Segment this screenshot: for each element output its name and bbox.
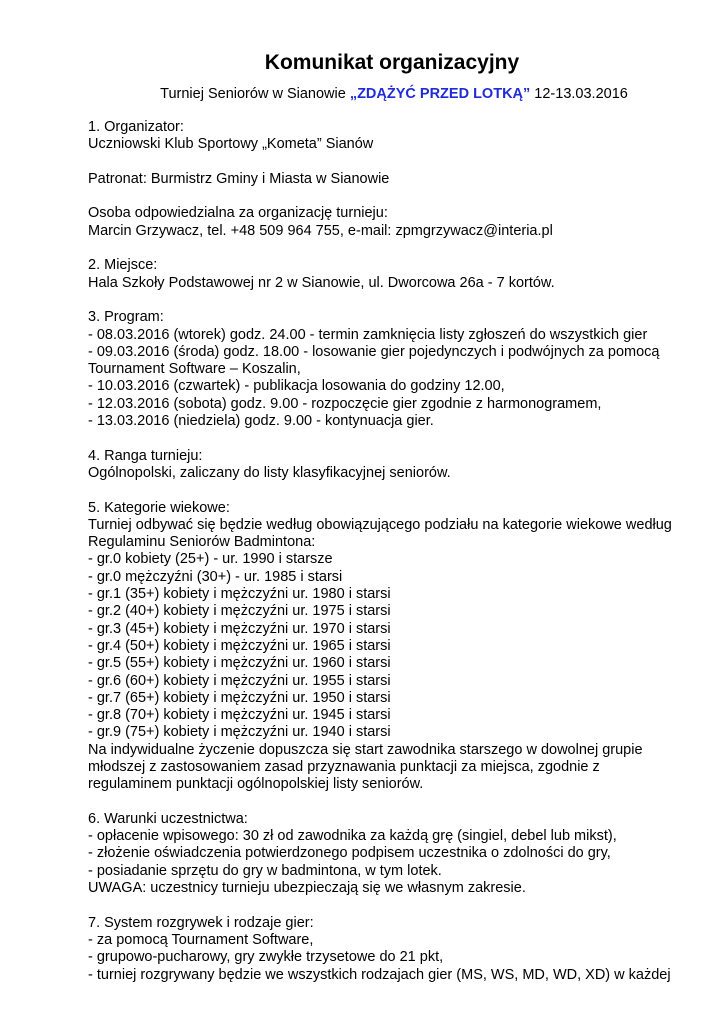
text-line: - 09.03.2016 (środa) godz. 18.00 - losowanie gier pojedynczych i podwójnych za pomocą	[88, 343, 660, 360]
section-block	[88, 171, 688, 188]
text-line: 4. Ranga turnieju:	[88, 447, 203, 464]
section-block	[88, 448, 688, 483]
section-block	[88, 205, 688, 240]
section-block	[88, 309, 688, 430]
text-line: - gr.7 (65+) kobiety i mężczyźni ur. 1950 i starsi	[88, 689, 391, 706]
text-line: Uczniowski Klub Sportowy „Kometa” Sianów	[88, 136, 374, 153]
text-line: - 08.03.2016 (wtorek) godz. 24.00 - termin zamknięcia listy zgłoszeń do wszystkich gier	[88, 326, 648, 343]
text-line: Regulaminu Seniorów Badmintona:	[88, 534, 316, 551]
tournament-name: „ZDĄŻYĆ PRZED LOTKĄ”	[349, 86, 531, 102]
text-line: - posiadanie sprzętu do gry w badmintona, w tym lotek.	[88, 862, 442, 879]
text-line: regulaminem punktacji ogólnopolskiej listy seniorów.	[88, 776, 424, 793]
text-line: - grupowo-pucharowy, gry zwykłe trzysetowe do 21 pkt,	[88, 949, 444, 966]
text-line: - gr.0 kobiety (25+) - ur. 1990 i starsze	[88, 551, 333, 568]
section-block	[88, 119, 688, 154]
text-line: 6. Warunki uczestnictwa:	[88, 810, 248, 827]
text-line: - gr.1 (35+) kobiety i mężczyźni ur. 1980 i starsi	[88, 586, 391, 603]
text-line: Turniej odbywać się będzie według obowiązującego podziału na kategorie wiekowe według	[88, 516, 672, 533]
text-line: - złożenie oświadczenia potwierdzonego podpisem uczestnika o zdolności do gry,	[88, 845, 611, 862]
subtitle-prefix: Turniej Seniorów w Sianowie	[160, 86, 350, 102]
text-line: - gr.4 (50+) kobiety i mężczyźni ur. 1965 i starsi	[88, 637, 391, 654]
text-line: - 12.03.2016 (sobota) godz. 9.00 - rozpoczęcie gier zgodnie z harmonogramem,	[88, 395, 602, 412]
text-line: - 13.03.2016 (niedziela) godz. 9.00 - kontynuacja gier.	[88, 413, 434, 430]
section-block	[88, 257, 688, 292]
section-block	[88, 915, 688, 984]
text-line: - gr.5 (55+) kobiety i mężczyźni ur. 1960 i starsi	[88, 655, 391, 672]
text-line: 2. Miejsce:	[88, 257, 158, 274]
text-line: Osoba odpowiedzialna za organizację turnieju:	[88, 205, 388, 222]
section-block	[88, 500, 688, 794]
document-title: Komunikat organizacyjny	[264, 51, 520, 74]
text-line: - gr.0 mężczyźni (30+) - ur. 1985 i starsi	[88, 568, 343, 585]
text-line: Ogólnopolski, zaliczany do listy klasyfikacyjnej seniorów.	[88, 464, 451, 481]
text-line: - opłacenie wpisowego: 30 zł od zawodnika za każdą grę (singiel, debel lub mikst),	[88, 828, 617, 845]
text-line: Marcin Grzywacz, tel. +48 509 964 755, e-mail: zpmgrzywacz@interia.pl	[88, 222, 553, 239]
text-line: - gr.9 (75+) kobiety i mężczyźni ur. 1940 i starsi	[88, 724, 391, 741]
text-line: - gr.2 (40+) kobiety i mężczyźni ur. 1975 i starsi	[88, 603, 391, 620]
text-line: - gr.8 (70+) kobiety i mężczyźni ur. 1945 i starsi	[88, 707, 391, 724]
text-line: młodszej z zastosowaniem zasad przyznawania punktacji za miejsca, zgodnie z	[88, 758, 600, 775]
text-line: 5. Kategorie wiekowe:	[88, 499, 230, 516]
text-line: - gr.3 (45+) kobiety i mężczyźni ur. 1970 i starsi	[88, 620, 391, 637]
text-line: - gr.6 (60+) kobiety i mężczyźni ur. 1955 i starsi	[88, 672, 391, 689]
section-block	[88, 811, 688, 897]
text-line: 3. Program:	[88, 309, 164, 326]
subtitle-dates: 12-13.03.2016	[530, 86, 628, 102]
text-line: Na indywidualne życzenie dopuszcza się start zawodnika starszego w dowolnej grupie	[88, 741, 643, 758]
text-line: UWAGA: uczestnicy turnieju ubezpieczają się we własnym zakresie.	[88, 880, 526, 897]
document-subtitle	[94, 84, 694, 104]
text-line: 1. Organizator:	[88, 119, 184, 135]
text-line: Tournament Software – Koszalin,	[88, 361, 301, 378]
text-line: - turniej rozgrywany będzie we wszystkich rodzajach gier (MS, WS, MD, WD, XD) w każdej	[88, 966, 671, 983]
text-line: - za pomocą Tournament Software,	[88, 931, 314, 948]
text-line: - 10.03.2016 (czwartek) - publikacja losowania do godziny 12.00,	[88, 378, 505, 395]
text-line: 7. System rozgrywek i rodzaje gier:	[88, 914, 314, 931]
document-body	[88, 119, 688, 984]
text-line: Patronat: Burmistrz Gminy i Miasta w Sianowie	[88, 170, 390, 187]
document-page	[88, 50, 688, 1001]
text-line: Hala Szkoły Podstawowej nr 2 w Sianowie, ul. Dworcowa 26a - 7 kortów.	[88, 274, 555, 291]
